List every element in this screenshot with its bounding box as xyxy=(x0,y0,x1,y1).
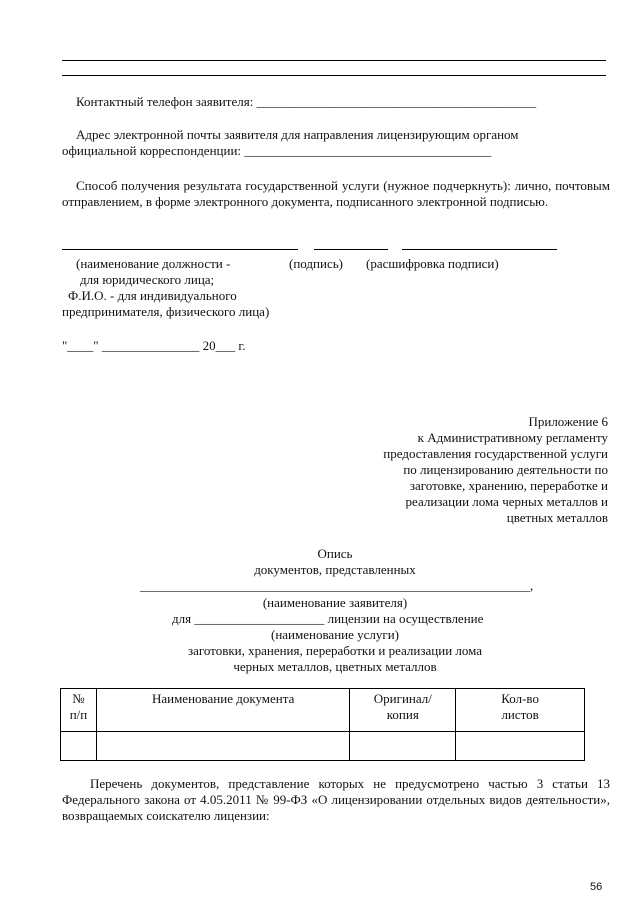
email-line-1: Адрес электронной почты заявителя для направления лицензирующим органом xyxy=(76,127,519,142)
table-header-row xyxy=(61,689,585,732)
position-caption xyxy=(62,256,292,320)
page-number: 56 xyxy=(590,881,603,893)
decode-caption: (расшифровка подписи) xyxy=(366,256,499,271)
blank-line-top-2 xyxy=(62,75,606,76)
appendix-line-2: к Административному регламенту xyxy=(417,430,608,445)
activity-line-1: заготовки, хранения, переработки и реализации лома xyxy=(187,643,483,658)
appendix-line-4: по лицензированию деятельности по xyxy=(403,462,608,477)
inventory-title: Опись xyxy=(317,546,353,561)
position-caption-line-3: Ф.И.О. - для индивидуального xyxy=(68,288,237,303)
position-caption-line-1: (наименование должности - xyxy=(76,256,231,271)
table-cell-document-name[interactable] xyxy=(96,732,349,761)
blank-line-top-1 xyxy=(62,60,606,61)
appendix-line-3: предоставления государственной услуги xyxy=(383,446,608,461)
service-for-suffix: лицензии на осуществление xyxy=(327,611,484,626)
signature-sign-line xyxy=(314,249,388,250)
service-for-prefix: для xyxy=(172,611,192,626)
date-line[interactable]: "____" _______________ 20___ г. xyxy=(62,338,246,353)
appendix-line-1: Приложение 6 xyxy=(528,414,608,429)
header-original-copy-line-1: Оригинал/ xyxy=(373,691,432,706)
contact-phone-line xyxy=(76,94,596,110)
appendix-line-6: реализации лома черных металлов и xyxy=(405,494,608,509)
delivery-method-paragraph: Способ получения результата государственной услуги (нужное подчеркнуть): лично, почтовым отправлением, в форме электронного документа, подписанного электронной подписью. xyxy=(62,178,610,209)
email-blank[interactable]: ______________________________________ xyxy=(244,143,492,158)
service-caption: (наименование услуги) xyxy=(270,627,399,642)
header-document-name-text: Наименование документа xyxy=(151,691,295,706)
table-row xyxy=(61,732,585,761)
sign-caption: (подпись) xyxy=(289,256,343,271)
service-blank[interactable]: ____________________ xyxy=(194,611,325,626)
email-label: официальной корреспонденции: xyxy=(62,143,242,158)
applicant-blank-line[interactable]: ____________________________________________________________, xyxy=(140,578,534,593)
header-sheet-count xyxy=(456,689,585,732)
table-cell-original-copy[interactable] xyxy=(350,732,456,761)
documents-table xyxy=(60,688,585,761)
returned-documents-paragraph: Перечень документов, представление которых не предусмотрено частью 3 статьи 13 Федерального закона от 4.05.2011 № 99-ФЗ «О лицензировании отдельных видов деятельности», возвращаемых соискателю лицензии: xyxy=(62,776,610,823)
email-line-2 xyxy=(62,143,602,159)
contact-phone-label: Контактный телефон заявителя: xyxy=(76,94,254,109)
appendix-header xyxy=(330,414,608,526)
header-number-line-2: п/п xyxy=(69,707,88,722)
header-sheet-count-line-2: листов xyxy=(501,707,539,722)
header-number-line-1: № xyxy=(72,691,85,706)
table-cell-number[interactable] xyxy=(61,732,97,761)
applicant-caption: (наименование заявителя) xyxy=(262,595,408,610)
header-sheet-count-line-1: Кол-во xyxy=(501,691,539,706)
appendix-line-5: заготовке, хранению, переработке и xyxy=(409,478,608,493)
inventory-subtitle: документов, представленных xyxy=(254,562,416,577)
signature-decode-line xyxy=(402,249,557,250)
header-original-copy-line-2: копия xyxy=(386,707,419,722)
position-caption-line-4: предпринимателя, физического лица) xyxy=(62,304,270,319)
appendix-line-7: цветных металлов xyxy=(506,510,608,525)
header-original-copy xyxy=(350,689,456,732)
signature-position-line xyxy=(62,249,298,250)
table-cell-sheet-count[interactable] xyxy=(456,732,585,761)
activity-line-2: черных металлов, цветных металлов xyxy=(233,659,437,674)
service-line xyxy=(172,611,483,627)
position-caption-line-2: для юридического лица; xyxy=(80,272,215,287)
header-document-name xyxy=(96,689,349,732)
contact-phone-blank[interactable]: ___________________________________________ xyxy=(256,94,537,109)
header-number xyxy=(61,689,97,732)
